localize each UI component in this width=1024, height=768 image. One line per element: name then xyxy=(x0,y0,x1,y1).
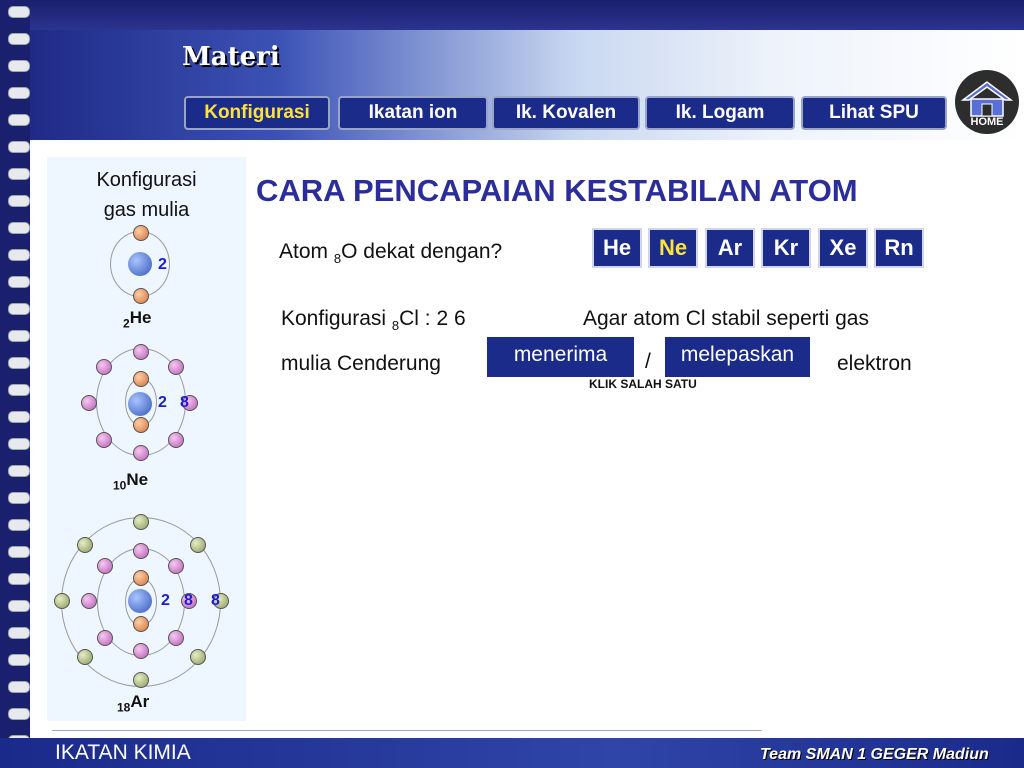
binding-ring xyxy=(8,222,30,234)
binding-ring xyxy=(8,60,30,72)
home-label: HOME xyxy=(970,116,1004,128)
spiral-binding xyxy=(0,0,30,768)
question-oxygen: Atom $_8$O dekat dengan? xyxy=(279,240,503,267)
ar-shell-2: 8 xyxy=(184,592,193,609)
binding-ring xyxy=(8,168,30,180)
gas-button-xe[interactable]: Xe xyxy=(818,228,868,268)
binding-ring xyxy=(8,357,30,369)
binding-ring xyxy=(8,708,30,720)
ar-shell-3: 8 xyxy=(211,592,220,609)
panel-title-line1: Konfigurasi xyxy=(96,169,197,191)
ar-shell-1: 2 xyxy=(161,592,170,609)
binding-ring xyxy=(8,492,30,504)
gas-button-kr[interactable]: Kr xyxy=(761,228,811,268)
binding-ring xyxy=(8,195,30,207)
gas-button-rn[interactable]: Rn xyxy=(874,228,924,268)
choice-menerima-button[interactable]: menerima xyxy=(487,337,634,377)
choice-separator: / xyxy=(645,350,651,373)
he-shell-1: 2 xyxy=(158,256,167,273)
gas-button-he[interactable]: He xyxy=(592,228,642,268)
atom-ne-label: $_{10}$Ne xyxy=(113,470,149,493)
binding-ring xyxy=(8,546,30,558)
footer-title: IKATAN KIMIA xyxy=(55,741,191,764)
panel-title-line2: gas mulia xyxy=(103,199,190,221)
ne-shell-1: 2 xyxy=(158,394,167,411)
home-button[interactable] xyxy=(955,70,1019,134)
binding-ring xyxy=(8,33,30,45)
binding-ring xyxy=(8,6,30,18)
binding-ring xyxy=(8,438,30,450)
binding-ring xyxy=(8,303,30,315)
choice-melepaskan-button[interactable]: melepaskan xyxy=(665,337,810,377)
footer-divider xyxy=(52,730,762,731)
atom-he-label: $_2$He xyxy=(123,308,152,331)
binding-ring xyxy=(8,573,30,585)
binding-ring xyxy=(8,654,30,666)
tab-lihat-spu[interactable]: Lihat SPU xyxy=(801,96,947,130)
binding-ring xyxy=(8,627,30,639)
tab-konfigurasi[interactable]: Konfigurasi xyxy=(184,96,330,130)
noble-gas-panel xyxy=(47,157,246,721)
hint-text: KLIK SALAH SATU xyxy=(589,377,697,391)
tab-ik-kovalen[interactable]: Ik. Kovalen xyxy=(492,96,640,130)
gas-button-ne[interactable]: Ne xyxy=(648,228,698,268)
footer-credit: Team SMAN 1 GEGER Madiun xyxy=(760,746,989,763)
binding-ring xyxy=(8,681,30,693)
binding-ring xyxy=(8,276,30,288)
config-chlorine: Konfigurasi $_8$Cl : 2 6 xyxy=(281,307,466,334)
binding-ring xyxy=(8,384,30,396)
cenderung-text: mulia Cenderung xyxy=(281,352,441,375)
elektron-text: elektron xyxy=(837,352,912,375)
top-bar xyxy=(0,0,1024,30)
stabil-text: Agar atom Cl stabil seperti gas xyxy=(583,307,869,330)
binding-ring xyxy=(8,87,30,99)
binding-ring xyxy=(8,249,30,261)
binding-ring xyxy=(8,600,30,612)
binding-ring xyxy=(8,141,30,153)
atom-ar-label: $_{18}$Ar xyxy=(117,692,150,715)
binding-ring xyxy=(8,330,30,342)
atom-ne-diagram xyxy=(47,337,246,487)
main-heading: CARA PENCAPAIAN KESTABILAN ATOM xyxy=(256,173,858,208)
tab-ik-logam[interactable]: Ik. Logam xyxy=(645,96,795,130)
ne-shell-2: 8 xyxy=(180,394,189,411)
gas-button-ar[interactable]: Ar xyxy=(705,228,755,268)
binding-ring xyxy=(8,465,30,477)
binding-ring xyxy=(8,114,30,126)
binding-ring xyxy=(8,519,30,531)
tab-ikatan-ion[interactable]: Ikatan ion xyxy=(338,96,488,130)
atom-ar-diagram xyxy=(47,512,246,692)
page-title: Materi xyxy=(182,42,280,72)
binding-ring xyxy=(8,411,30,423)
